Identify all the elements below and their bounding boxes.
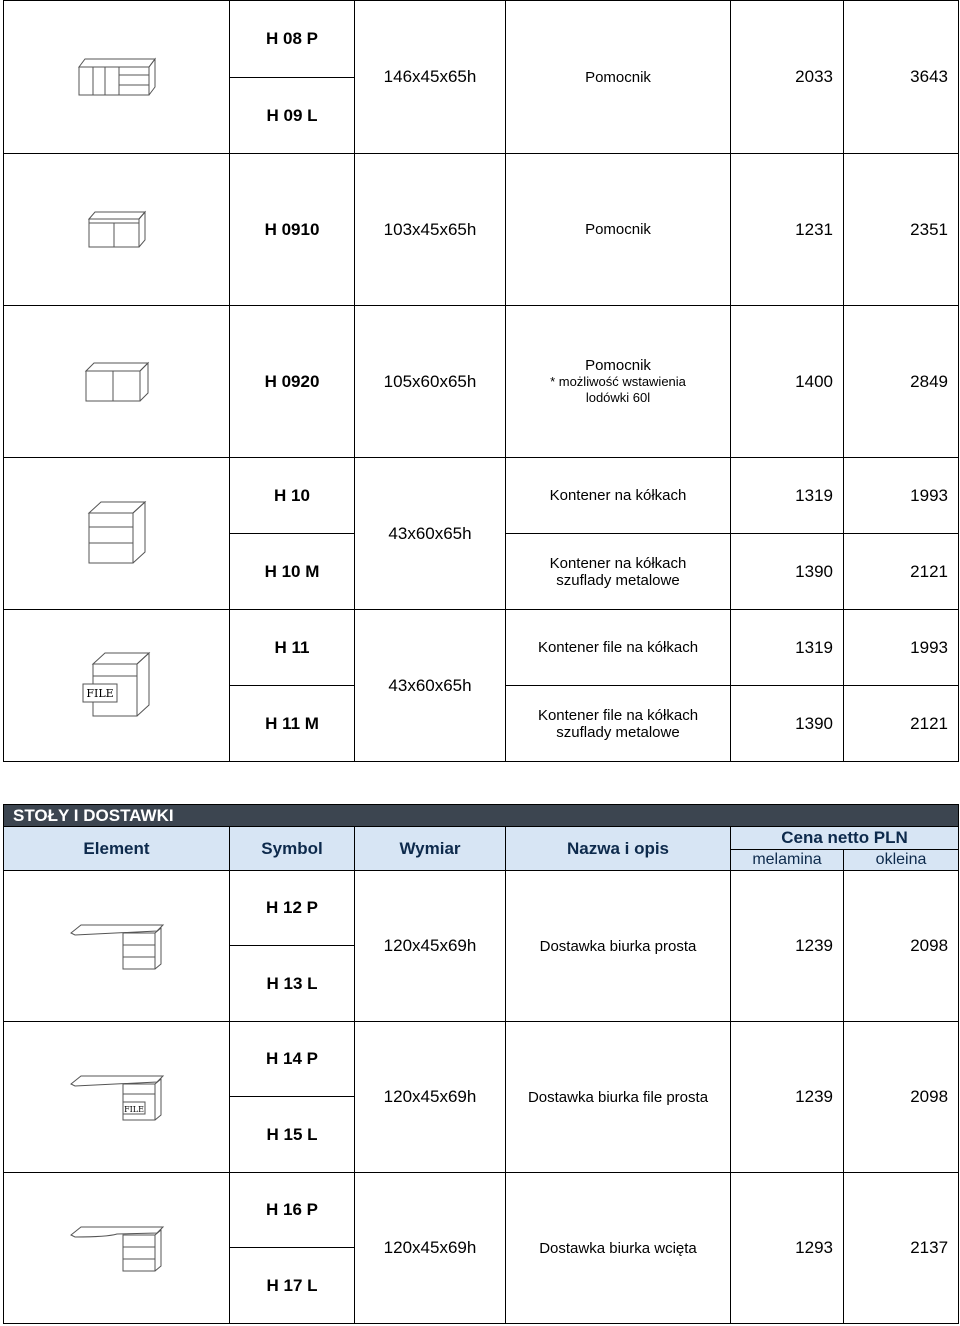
price-melamina: 2033 [731, 1, 844, 154]
price-okleina: 1993 [844, 458, 959, 534]
symbol: H 16 P [230, 1173, 355, 1248]
dimension: 120x45x69h [355, 871, 506, 1022]
dimension: 103x45x65h [355, 154, 506, 306]
product-image [4, 1022, 230, 1173]
symbol: H 13 L [230, 946, 355, 1022]
price-okleina: 2121 [844, 686, 959, 762]
dostawka-file-icon [67, 1070, 167, 1124]
section-title: STOŁY I DOSTAWKI [4, 805, 959, 827]
product-name-line: Kontener file na kółkach [537, 706, 699, 724]
price-okleina: 2849 [844, 306, 959, 458]
product-name: Kontener file na kółkach [506, 610, 731, 686]
product-image [4, 610, 230, 762]
product-table-stoly [3, 804, 959, 1324]
price-okleina: 1993 [844, 610, 959, 686]
product-image [4, 871, 230, 1022]
product-image [4, 306, 230, 458]
dimension: 120x45x69h [355, 1022, 506, 1173]
price-okleina: 3643 [844, 1, 959, 154]
dimension: 43x60x65h [355, 610, 506, 762]
kontener-icon [85, 499, 149, 569]
price-okleina: 2098 [844, 871, 959, 1022]
header-symbol: Symbol [230, 827, 355, 871]
symbol: H 15 L [230, 1097, 355, 1173]
price-okleina: 2137 [844, 1173, 959, 1324]
product-note: * możliwość wstawienia [550, 374, 686, 389]
product-image [4, 1173, 230, 1324]
price-melamina: 1293 [731, 1173, 844, 1324]
product-image [4, 458, 230, 610]
price-okleina: 2121 [844, 534, 959, 610]
price-melamina: 1400 [731, 306, 844, 458]
symbol: H 0910 [230, 154, 355, 306]
product-name-line: szuflady metalowe [556, 571, 680, 589]
product-name-line: Kontener na kółkach [549, 554, 687, 572]
product-image [4, 1, 230, 154]
product-name [506, 306, 731, 458]
symbol: H 10 M [230, 534, 355, 610]
symbol: H 09 L [230, 78, 355, 154]
price-melamina: 1390 [731, 534, 844, 610]
pomocnik-wide-icon [75, 55, 159, 99]
product-name: Dostawka biurka file prosta [506, 1022, 731, 1173]
header-melamina: melamina [731, 850, 844, 871]
product-name: Dostawka biurka prosta [506, 871, 731, 1022]
symbol: H 11 M [230, 686, 355, 762]
product-name: Pomocnik [506, 1, 731, 154]
product-name: Dostawka biurka wcięta [506, 1173, 731, 1324]
header-nazwa: Nazwa i opis [506, 827, 731, 871]
symbol: H 14 P [230, 1022, 355, 1097]
dostawka-wcieta-icon [67, 1221, 167, 1275]
price-okleina: 2098 [844, 1022, 959, 1173]
product-image [4, 154, 230, 306]
product-note: lodówki 60l [585, 390, 651, 405]
price-melamina: 1239 [731, 871, 844, 1022]
kontener-file-icon [81, 650, 153, 722]
symbol: H 11 [230, 610, 355, 686]
product-name [506, 534, 731, 610]
pomocnik-fridge-icon [82, 359, 152, 405]
symbol: H 10 [230, 458, 355, 534]
symbol: H 12 P [230, 871, 355, 946]
dimension: 120x45x69h [355, 1173, 506, 1324]
pomocnik-small-icon [85, 209, 149, 251]
price-okleina: 2351 [844, 154, 959, 306]
product-table-pomocniki [3, 0, 959, 762]
product-name-line: szuflady metalowe [556, 723, 680, 741]
price-melamina: 1239 [731, 1022, 844, 1173]
header-cena: Cena netto PLN [731, 827, 959, 850]
price-melamina: 1390 [731, 686, 844, 762]
price-melamina: 1319 [731, 458, 844, 534]
symbol: H 0920 [230, 306, 355, 458]
file-label: FILE [123, 1105, 144, 1114]
dimension: 146x45x65h [355, 1, 506, 154]
price-melamina: 1231 [731, 154, 844, 306]
symbol: H 08 P [230, 1, 355, 78]
dimension: 105x60x65h [355, 306, 506, 458]
symbol: H 17 L [230, 1248, 355, 1324]
header-wymiar: Wymiar [355, 827, 506, 871]
product-name-main: Pomocnik [585, 357, 651, 374]
header-element: Element [4, 827, 230, 871]
price-melamina: 1319 [731, 610, 844, 686]
dostawka-prosta-icon [67, 919, 167, 973]
header-okleina: okleina [844, 850, 959, 871]
dimension: 43x60x65h [355, 458, 506, 610]
product-name [506, 686, 731, 762]
product-name: Pomocnik [506, 154, 731, 306]
product-name: Kontener na kółkach [506, 458, 731, 534]
file-label: FILE [85, 686, 114, 700]
